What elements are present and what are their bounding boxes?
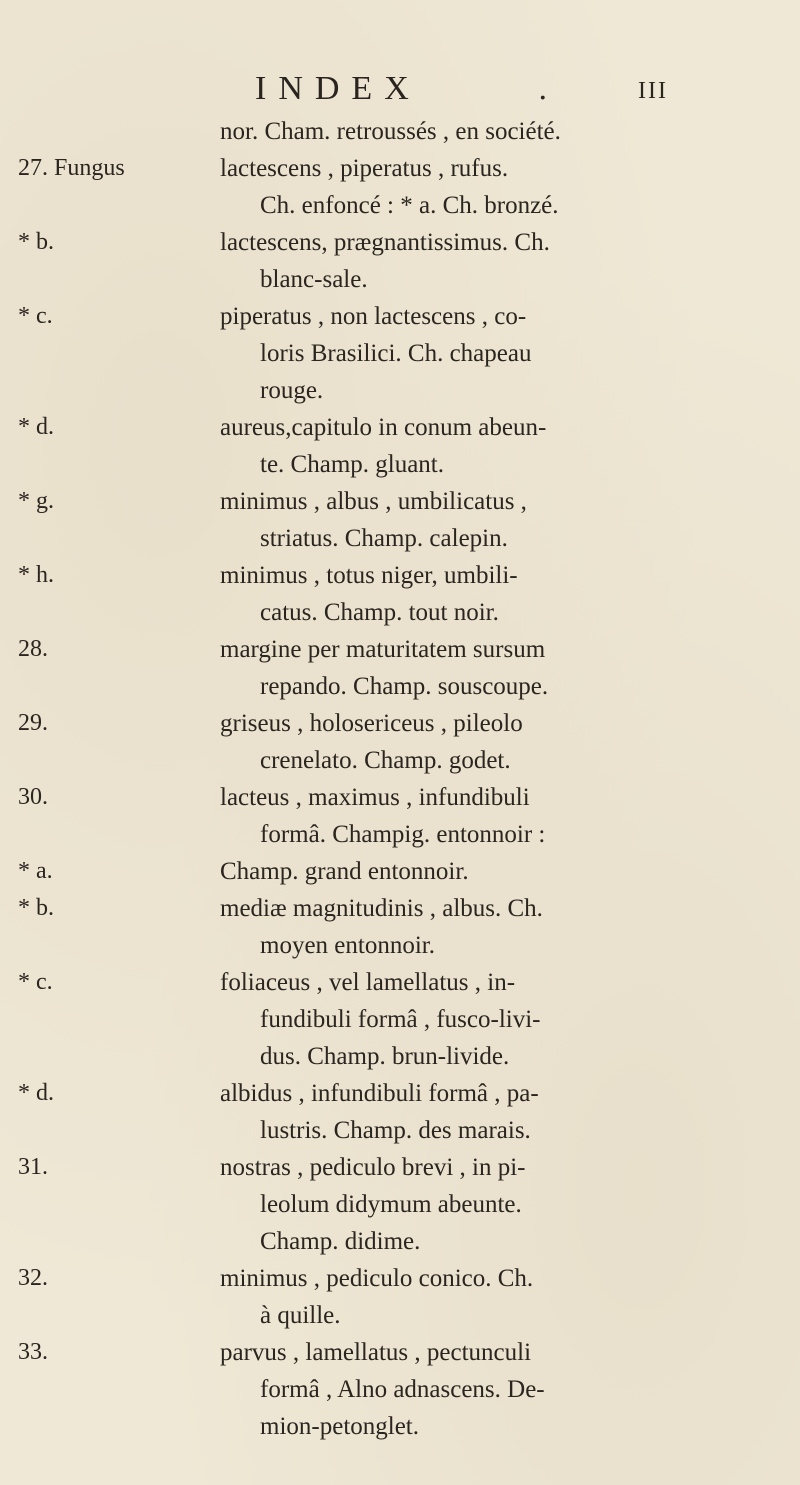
entry-line: lactescens , piperatus , rufus.: [220, 155, 509, 182]
entry-text: [220, 150, 780, 224]
entry-marker: * c.: [18, 303, 53, 329]
entry-line: minimus , totus niger, umbili-: [220, 562, 518, 589]
entry-line: leolum didymum abeunte.: [260, 1191, 522, 1218]
entry-line: crenelato. Champ. godet.: [260, 747, 511, 774]
entry-line: blanc-sale.: [260, 266, 368, 293]
entry-line: lactescens, prægnantissimus. Ch.: [220, 229, 550, 256]
entry-line: nostras , pediculo brevi , in pi-: [220, 1154, 526, 1181]
entry-line: Champ. didime.: [260, 1228, 421, 1255]
entry-line: mediæ magnitudinis , albus. Ch.: [220, 895, 543, 922]
entry-line: mion-petonglet.: [260, 1413, 419, 1440]
entry-line: foliaceus , vel lamellatus , in-: [220, 969, 516, 996]
entry-marker: * b.: [18, 229, 54, 255]
entry-text: [220, 853, 780, 890]
entry-marker: * d.: [18, 1080, 54, 1106]
entry-text: [220, 409, 780, 483]
entry-line: à quille.: [260, 1302, 341, 1329]
entry-marker: 29.: [18, 710, 48, 736]
entry-marker: 32.: [18, 1265, 48, 1291]
entry-line: Ch. enfoncé : * a. Ch. bronzé.: [260, 192, 559, 219]
entry-line: formâ. Champig. entonnoir :: [260, 821, 546, 848]
entry-text: [220, 1149, 780, 1260]
entry-line: catus. Champ. tout noir.: [260, 599, 499, 626]
entry-line: lacteus , maximus , infundibuli: [220, 784, 530, 811]
entry-line: lustris. Champ. des marais.: [260, 1117, 531, 1144]
entry-text: [220, 298, 780, 409]
entry-text: [220, 1260, 780, 1334]
entry-text: [220, 113, 780, 150]
entry-line: repando. Champ. souscoupe.: [260, 673, 549, 700]
entry-marker: * g.: [18, 488, 54, 514]
header-separator: .: [538, 72, 548, 107]
entry-line: moyen entonnoir.: [260, 932, 435, 959]
entry-line: rouge.: [260, 377, 324, 404]
page-header: [0, 70, 800, 110]
entry-marker: * d.: [18, 414, 54, 440]
entry-text: [220, 557, 780, 631]
entry-marker: 31.: [18, 1154, 48, 1180]
entry-marker: 33.: [18, 1339, 48, 1365]
entry-line: albidus , infundibuli formâ , pa-: [220, 1080, 539, 1107]
entry-line: piperatus , non lactescens , co-: [220, 303, 527, 330]
entry-marker: * b.: [18, 895, 54, 921]
entry-text: [220, 631, 780, 705]
entry-line: fundibuli formâ , fusco-livi-: [260, 1006, 541, 1033]
entry-line: aureus,capitulo in conum abeun-: [220, 414, 547, 441]
entry-line: griseus , holosericeus , pileolo: [220, 710, 523, 737]
entry-marker: * c.: [18, 969, 53, 995]
entry-text: [220, 964, 780, 1075]
entry-line: margine per maturitatem sursum: [220, 636, 546, 663]
entry-marker: * h.: [18, 562, 54, 588]
entry-marker: * a.: [18, 858, 53, 884]
entry-marker: 30.: [18, 784, 48, 810]
entry-text: [220, 779, 780, 853]
entry-line: striatus. Champ. calepin.: [260, 525, 508, 552]
entry-line: parvus , lamellatus , pectunculi: [220, 1339, 532, 1366]
entry-line: Champ. grand entonnoir.: [220, 858, 469, 885]
entry-text: [220, 483, 780, 557]
entry-text: [220, 1334, 780, 1445]
entry-marker: 27. Fungus: [18, 155, 125, 181]
entry-marker: 28.: [18, 636, 48, 662]
entry-line: nor. Cham. retroussés , en société.: [220, 118, 561, 145]
entry-line: minimus , albus , umbilicatus ,: [220, 488, 527, 515]
entry-line: dus. Champ. brun-livide.: [260, 1043, 510, 1070]
entry-line: loris Brasilici. Ch. chapeau: [260, 340, 532, 367]
entry-line: te. Champ. gluant.: [260, 451, 444, 478]
page-number: III: [638, 78, 668, 104]
entry-text: [220, 224, 780, 298]
running-title: INDEX: [255, 70, 421, 107]
entry-text: [220, 1075, 780, 1149]
entry-text: [220, 705, 780, 779]
entry-line: minimus , pediculo conico. Ch.: [220, 1265, 534, 1292]
entry-line: formâ , Alno adnascens. De-: [260, 1376, 545, 1403]
entry-text: [220, 890, 780, 964]
